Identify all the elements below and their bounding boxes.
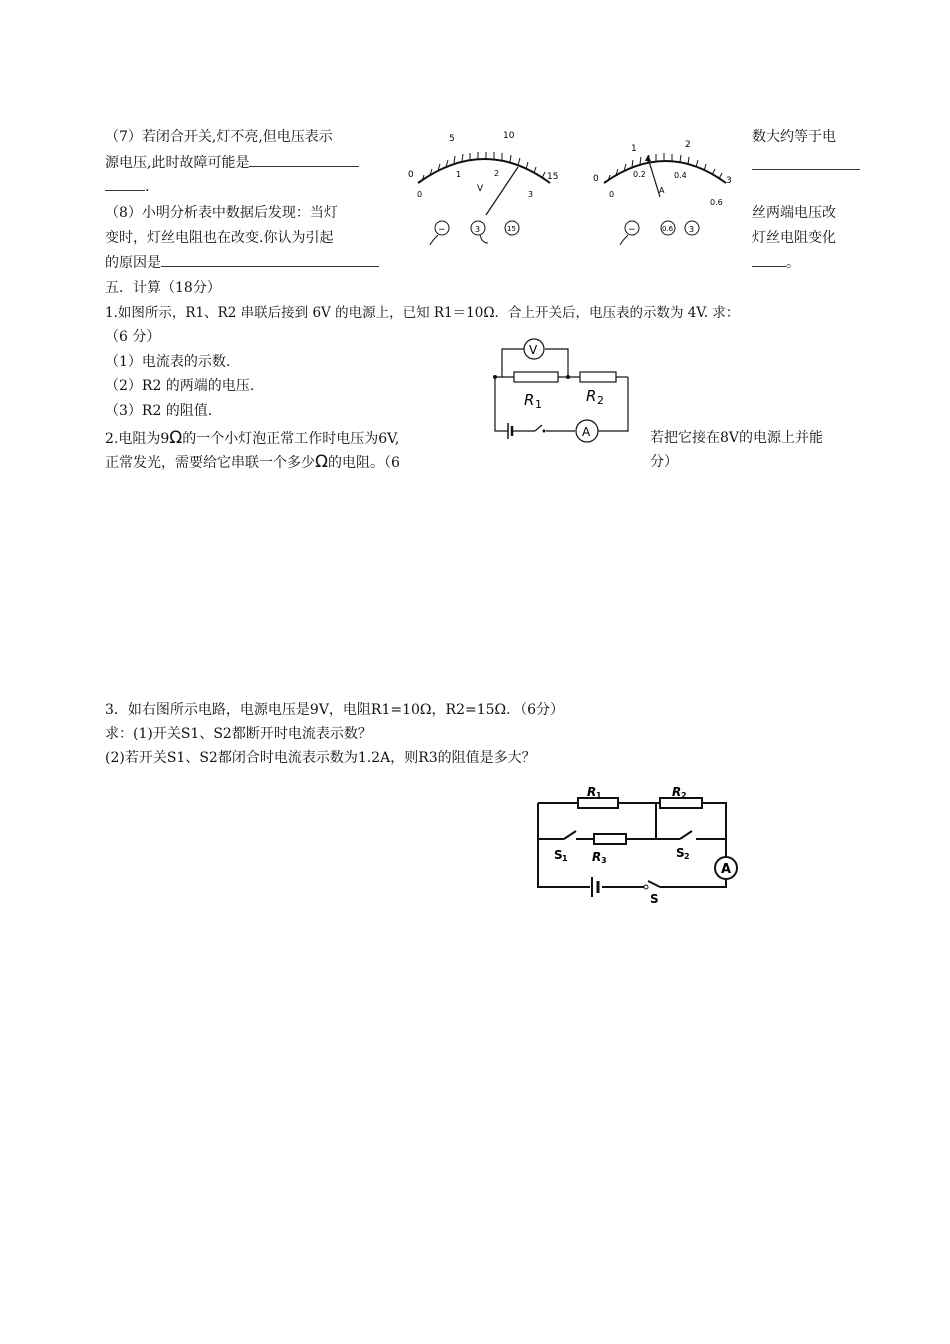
voltmeter-top-tick-15: 15 bbox=[547, 172, 559, 182]
p2-ohm-1: Ω bbox=[169, 428, 183, 448]
p2-line2-b: 的电阻。（6 bbox=[328, 455, 400, 471]
p1-q2: （2）R2 的两端的电压. bbox=[105, 378, 255, 394]
q7-line2-text: 源电压,此时故障可能是 bbox=[105, 155, 250, 171]
ammeter-bottom-tick-0.6: 0.6 bbox=[710, 198, 723, 207]
q7-answer-blank-cont[interactable] bbox=[105, 176, 145, 191]
q8-line3 bbox=[105, 252, 379, 273]
q8-right2: 灯丝电阻变化 bbox=[752, 230, 836, 246]
ammeter-top-zero: 0 bbox=[593, 174, 599, 184]
q7-answer-blank[interactable] bbox=[249, 152, 359, 167]
ammeter-top-tick-2: 2 bbox=[685, 140, 691, 150]
q7-line3-end: . bbox=[145, 179, 150, 195]
p2-right1: 若把它接在8V的电源上并能 bbox=[650, 430, 824, 446]
ammeter-top-tick-1: 1 bbox=[631, 144, 637, 154]
p1-q3: （3）R2 的阻值. bbox=[105, 403, 213, 419]
p2-line2-a: 正常发光，需要给它串联一个多少 bbox=[105, 455, 315, 471]
ammeter-terminal-neg-label: − bbox=[628, 225, 636, 235]
q8-right3 bbox=[752, 252, 800, 273]
circuit2-r3-sub: 3 bbox=[601, 856, 607, 865]
q8-line1: （8）小明分析表中数据后发现：当灯 bbox=[105, 205, 338, 221]
p3-q1: 求：(1)开关S1、S2都断开时电流表示数？ bbox=[105, 726, 372, 742]
circuit1-node-left bbox=[493, 375, 497, 379]
ammeter-terminal-0.6-label: 0.6 bbox=[662, 225, 674, 233]
q8-line3-text: 的原因是 bbox=[105, 255, 161, 271]
voltmeter-terminal-3-label: 3 bbox=[475, 225, 481, 234]
q8-right3-text: 。 bbox=[786, 255, 800, 271]
circuit2-ammeter-label: A bbox=[721, 862, 732, 877]
circuit1-voltmeter-label: V bbox=[529, 343, 538, 357]
ammeter-ticks bbox=[608, 153, 722, 181]
q7-line3 bbox=[105, 176, 149, 197]
q7-right-blank[interactable] bbox=[752, 155, 860, 170]
circuit1-ammeter-label: A bbox=[582, 425, 591, 439]
ammeter-bottom-tick-0.4: 0.4 bbox=[674, 171, 687, 180]
p3-stem: 3．如右图所示电路，电源电压是9V，电阻R1=10Ω，R2=15Ω．（6分） bbox=[105, 702, 565, 718]
circuit2-s2-label: S bbox=[676, 846, 685, 860]
circuit1-r1-sub: 1 bbox=[535, 398, 542, 411]
circuit2-diagram bbox=[530, 783, 745, 908]
voltmeter-top-tick-10: 10 bbox=[503, 131, 515, 141]
circuit2-s2-sub: 2 bbox=[684, 852, 690, 861]
q8-right-blank[interactable] bbox=[752, 252, 786, 267]
circuit1-resistor-r2 bbox=[580, 372, 616, 382]
ammeter-arc bbox=[604, 161, 726, 183]
voltmeter-bottom-tick-1: 1 bbox=[456, 170, 462, 179]
p2-right2: 分） bbox=[650, 454, 678, 470]
voltmeter-arc bbox=[418, 159, 550, 183]
circuit2-resistor-r3 bbox=[594, 834, 626, 844]
circuit1-diagram bbox=[490, 335, 635, 445]
ammeter-terminal-3-label: 3 bbox=[689, 225, 695, 234]
p1-stem: 1.如图所示，R1、R2 串联后接到 6V 的电源上，已知 R1＝10Ω．合上开关后，电压表的示数为 4V. 求： bbox=[105, 305, 740, 321]
circuit1-r1-label: R bbox=[524, 391, 535, 409]
p2-line1-b: 的一个小灯泡正常工作时电压为6V, bbox=[182, 431, 400, 447]
p2-line1-a: 2.电阻为9 bbox=[105, 431, 170, 447]
circuit1-node-right bbox=[566, 375, 570, 379]
voltmeter-ticks bbox=[422, 152, 545, 181]
circuit1-r2-label: R bbox=[586, 387, 597, 405]
q8-answer-blank[interactable] bbox=[161, 252, 379, 267]
circuit2-r3-label: R bbox=[592, 850, 602, 864]
p1-points: （6 分） bbox=[105, 329, 161, 345]
ammeter-bottom-tick-0: 0 bbox=[609, 190, 615, 199]
circuit2-r1-sub: 1 bbox=[596, 791, 602, 800]
voltmeter-needle bbox=[486, 167, 518, 215]
p2-line1 bbox=[105, 428, 399, 449]
voltmeter-wire-3 bbox=[480, 235, 488, 243]
voltmeter-unit: V bbox=[477, 184, 484, 194]
ammeter-unit: A bbox=[659, 186, 665, 195]
p2-line2 bbox=[105, 452, 400, 473]
q7-right1: 数大约等于电 bbox=[752, 129, 836, 145]
p1-q1: （1）电流表的示数. bbox=[105, 354, 231, 370]
q7-line2 bbox=[105, 152, 359, 173]
ammeter-top-tick-3: 3 bbox=[726, 176, 732, 186]
circuit1-resistor-r1 bbox=[514, 372, 558, 382]
circuit2-s-label: S bbox=[650, 892, 659, 906]
ammeter-needle-tip bbox=[645, 155, 651, 161]
voltmeter-bottom-tick-2: 2 bbox=[494, 169, 500, 178]
circuit2-switch-s-contact bbox=[644, 885, 648, 889]
circuit2-s1-label: S bbox=[554, 848, 563, 862]
p3-q2: (2)若开关S1、S2都闭合时电流表示数为1.2A，则R3的阻值是多大？ bbox=[105, 750, 536, 766]
circuit2-s1-sub: 1 bbox=[562, 854, 568, 863]
p2-ohm-2: Ω bbox=[315, 452, 328, 472]
circuit2-r2-sub: 2 bbox=[681, 791, 687, 800]
circuit2-r1-label: R bbox=[587, 785, 597, 799]
ammeter-figure bbox=[588, 125, 748, 245]
circuit1-r2-sub: 2 bbox=[597, 394, 604, 407]
q7-line1: （7）若闭合开关,灯不亮,但电压表示 bbox=[105, 129, 333, 145]
circuit2-r2-label: R bbox=[672, 785, 682, 799]
voltmeter-terminal-15-label: 15 bbox=[507, 225, 516, 233]
section5-title: 五．计算（18分） bbox=[105, 280, 221, 296]
ammeter-wire-neg bbox=[620, 235, 628, 245]
circuit1-switch-contact bbox=[543, 430, 546, 433]
voltmeter-wire-neg bbox=[430, 235, 438, 245]
q8-line2: 变时，灯丝电阻也在改变.你认为引起 bbox=[105, 230, 334, 246]
voltmeter-bottom-tick-3: 3 bbox=[528, 190, 534, 199]
ammeter-bottom-tick-0.2: 0.2 bbox=[633, 170, 646, 179]
q8-right1: 丝两端电压改 bbox=[752, 205, 836, 221]
voltmeter-top-tick-5: 5 bbox=[449, 134, 455, 144]
voltmeter-figure bbox=[400, 125, 570, 245]
voltmeter-top-zero: 0 bbox=[408, 170, 414, 180]
voltmeter-bottom-tick-0: 0 bbox=[417, 190, 423, 199]
voltmeter-terminal-neg-label: − bbox=[438, 225, 446, 235]
